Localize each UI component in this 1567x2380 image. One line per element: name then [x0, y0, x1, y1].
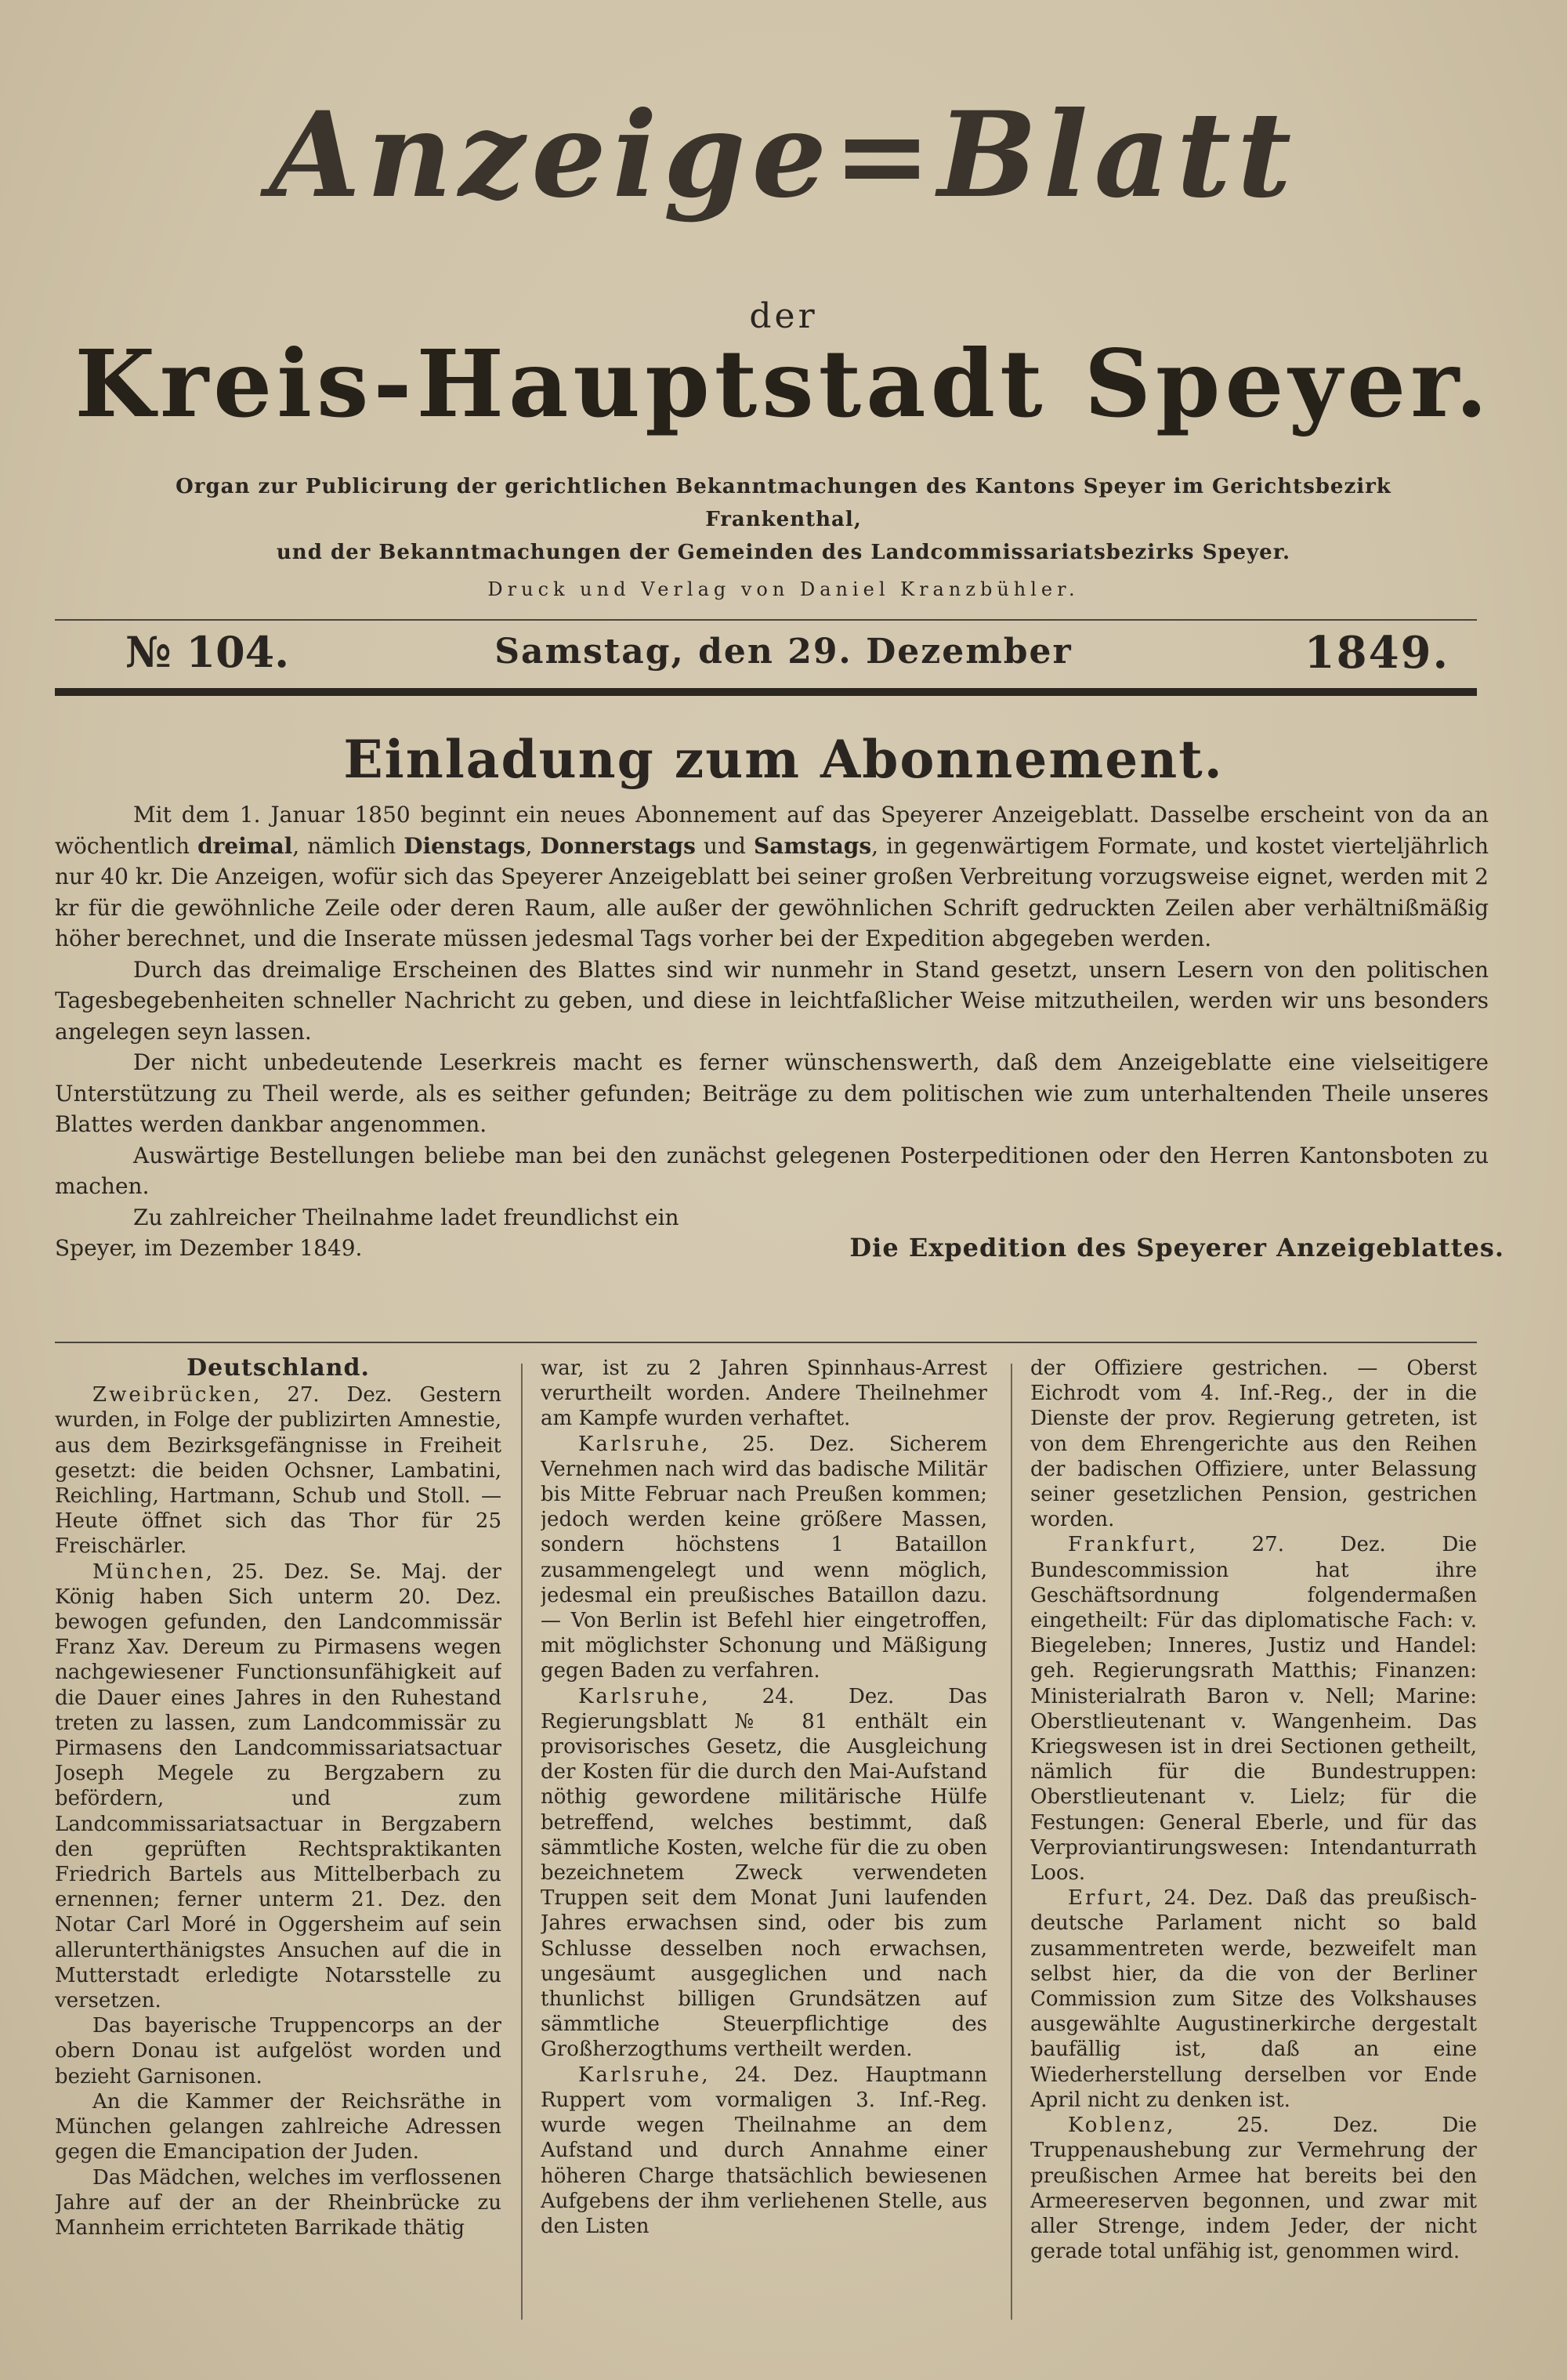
news-item: Karlsruhe, 24. Dez. Hauptmann Ruppert vom vormaligen 3. Inf.-Reg. wurde wegen Theilnahme an dem Aufstand und durch Annahme einer höheren Charge thatsächlich bewiesenen Aufgebens der ihm verliehenen Stelle, aus den Listen — [541, 2063, 987, 2238]
notice-paragraph: Zu zahlreicher Theilnahme ladet freundlichst ein — [133, 1204, 679, 1230]
place-date: Speyer, im Dezember 1849. — [55, 1235, 363, 1261]
issue-line — [0, 627, 1567, 682]
masthead-city-title: Kreis-Hauptstadt Speyer. — [74, 329, 1493, 438]
news-item: Koblenz, 25. Dez. Die Truppenaushebung zur Vermehrung der preußischen Armee hat bereits bei den Armeereserven begonnen, und zwar mit aller Strenge, indem Jeder, der nicht gerade total unfähig ist, genommen wird. — [1030, 2114, 1477, 2264]
issue-date: Samstag, den 29. Dezember — [494, 632, 1073, 672]
notice-paragraph: Der nicht unbedeutende Leserkreis macht es ferner wünschenswerth, daß dem Anzeigeblatte eine vielseitigere Unterstützung zu Theil werde, als es seither gefunden; Beiträge zu dem politischen wie zum unterhaltenden Theile unseres Blattes werden dankbar angenommen. — [55, 1049, 1489, 1137]
issue-year: 1849. — [1304, 627, 1449, 679]
column-separator — [1011, 1364, 1012, 2320]
news-item: Das bayerische Truppencorps an der obern Donau ist aufgelöst worden und bezieht Garnisonen. — [55, 2014, 501, 2088]
news-item: Frankfurt, 27. Dez. Die Bundescommission hat ihre Geschäftsordnung folgendermaßen eingetheilt: Für das diplomatische Fach: v. Biegeleben; Inneres, Justiz und Handel: geh. Regierungsrath Matthis; Finanzen: Ministerialrath Baron v. Nell; Marine: Oberstlieutenant v. Wangenheim. Das Kriegswesen ist in drei Sectionen getheilt, nämlich für die Bundestruppen: Oberstlieutenant v. Lielz; für die Festungen: General Eberle, und für das Verproviantirungswesen: Intendanturrath Loos. — [1030, 1533, 1477, 1886]
notice-paragraph: Durch das dreimalige Erscheinen des Blattes sind wir nunmehr in Stand gesetzt, unsern Lesern von den politischen Tagesbegebenheiten schneller Nachricht zu geben, und diese in leichtfaßlicher Weise mitzutheilen, werden wir uns besonders angelegen seyn lassen. — [55, 956, 1489, 1045]
news-item: Erfurt, 24. Dez. Daß das preußisch-deutsche Parlament nicht so bald zusammentreten werde, bezweifelt man selbst hier, da die von der Berliner Commission zum Sitze des Volkshauses ausgewählte Augustinerkirche dergestalt baufällig ist, daß an eine Wiederherstellung derselben vor Ende April nicht zu denken ist. — [1030, 1886, 1477, 2112]
signature: Die Expedition des Speyerer Anzeigeblattes. — [849, 1233, 1504, 1262]
news-column-2 — [541, 1356, 987, 2327]
notice-paragraph: Auswärtige Bestellungen beliebe man bei den zunächst gelegenen Posterpeditionen oder den Herren Kantonsboten zu machen. — [55, 1142, 1489, 1199]
news-item: An die Kammer der Reichsräthe in München gelangen zahlreiche Adressen gegen die Emancipation der Juden. — [55, 2089, 501, 2164]
news-item: der Offiziere gestrichen. — Oberst Eichrodt vom 4. Inf.-Reg., der in die Dienste der prov. Regierung getreten, ist von dem Ehrengerichte aus den Reihen der badischen Offiziere, unter Belassung seiner gesetzlichen Pension, gestrichen worden. — [1030, 1357, 1477, 1532]
news-column-1 — [55, 1356, 501, 2327]
notice-headline: Einladung zum Abonnement. — [343, 729, 1224, 790]
issue-number: № 104. — [125, 627, 290, 677]
section-heading: Deutschland. — [186, 1356, 370, 1382]
subtitle-line-1: Organ zur Publicirung der gerichtlichen Bekanntmachungen des Kantons Speyer im Gerichtsbezirk Frankenthal, — [176, 475, 1391, 531]
news-column-3 — [1030, 1356, 1477, 2327]
news-item: Karlsruhe, 25. Dez. Sicherem Vernehmen nach wird das badische Militär bis Mitte Februar nach Preußen kommen; jedoch werden keine größere Massen, sondern höchstens 1 Bataillon zusammengelegt und wenn möglich, jedesmal ein preußisches Bataillon dazu. — Von Berlin ist Befehl hier eingetroffen, mit möglichster Schonung und Mäßigung gegen Baden zu verfahren. — [541, 1432, 987, 1683]
masthead-der: der — [749, 296, 818, 336]
news-item: Karlsruhe, 24. Dez. Das Regierungsblatt № 81 enthält ein provisorisches Gesetz, die Ausgleichung der Kosten für die durch den Mai-Aufstand nöthig gewordene militärische Hülfe betreffend, welches bestimmt, daß sämmtliche Kosten, welche für die zu oben bezeichnetem Zweck verwendeten Truppen seit dem Monat Juni laufenden Jahres erwachsen sind, oder bis zum Schlusse desselben noch erwachsen, ungesäumt ausgeglichen und nach thunlichst billigen Grundsätzen auf sämmtliche Steuerpflichtige des Großherzogthums vertheilt werden. — [541, 1684, 987, 2062]
news-item: München, 25. Dez. Se. Maj. der König haben Sich unterm 20. Dez. bewogen gefunden, den Landcommissär Franz Xav. Dereum zu Pirmasens wegen nachgewiesener Functionsunfähigkeit auf die Dauer eines Jahres in den Ruhestand treten zu lassen, zum Landcommissär zu Pirmasens den Landcommissariatsactuar Joseph Megele zu Bergzabern zu befördern, und zum Landcommissariatsactuar in Bergzabern den geprüften Rechtspraktikanten Friedrich Bartels aus Mittelberbach zu ernennen; ferner unterm 21. Dez. den Notar Carl Moré in Oggersheim auf sein allerunterthänigstes Ansuchen auf die in Mutterstadt erledigte Notarsstelle zu versetzen. — [55, 1559, 501, 2013]
divider-rule-thick — [55, 688, 1477, 696]
news-item: Das Mädchen, welches im verflossenen Jahre auf der an der Rheinbrücke zu Mannheim errichteten Barrikade thätig — [55, 2165, 501, 2240]
column-separator — [521, 1364, 523, 2320]
news-item: Zweibrücken, 27. Dez. Gestern wurden, in Folge der publizirten Amnestie, aus dem Bezirksgefängnisse in Freiheit gesetzt: die beiden Ochsner, Lambatini, Reichling, Hartmann, Schub und Stoll. — Heute öffnet sich das Thor für 25 Freischärler. — [55, 1383, 501, 1559]
news-item: war, ist zu 2 Jahren Spinnhaus-Arrest verurtheilt worden. Andere Theilnehmer am Kampfe wurden verhaftet. — [541, 1357, 987, 1431]
divider-rule — [55, 619, 1477, 621]
col1-items — [55, 1382, 501, 2241]
masthead-subtitle — [110, 470, 1457, 569]
signature-row — [55, 1233, 1504, 1266]
subscription-notice — [55, 799, 1504, 1266]
masthead-title: Anzeige=Blatt — [269, 86, 1298, 224]
news-columns — [55, 1356, 1489, 2327]
subtitle-line-2: und der Bekanntmachungen der Gemeinden des Landcommissariatsbezirks Speyer. — [276, 541, 1291, 564]
notice-paragraph: Mit dem 1. Januar 1850 beginnt ein neues Abonnement auf das Speyerer Anzeigeblatt. Dasselbe erscheint von da an wöchentlich dreimal, nämlich Dienstags, Donnerstags und Samstags, in gegenwärtigem Formate, und kostet vierteljährlich nur 40 kr. Die Anzeigen, wofür sich das Speyerer Anzeigeblatt bei seiner großen Verbreitung vorzugsweise eignet, werden mit 2 kr für die gewöhnliche Zeile oder deren Raum, alle außer der gewöhnlichen Schrift gedruckten Zeilen aber verhältnißmäßig höher berechnet, und die Inserate müssen jedesmal Tags vorher bei der Expedition abgegeben werden. — [55, 802, 1489, 951]
divider-rule — [55, 1342, 1477, 1343]
printer-line: Druck und Verlag von Daniel Kranzbühler. — [487, 578, 1080, 600]
